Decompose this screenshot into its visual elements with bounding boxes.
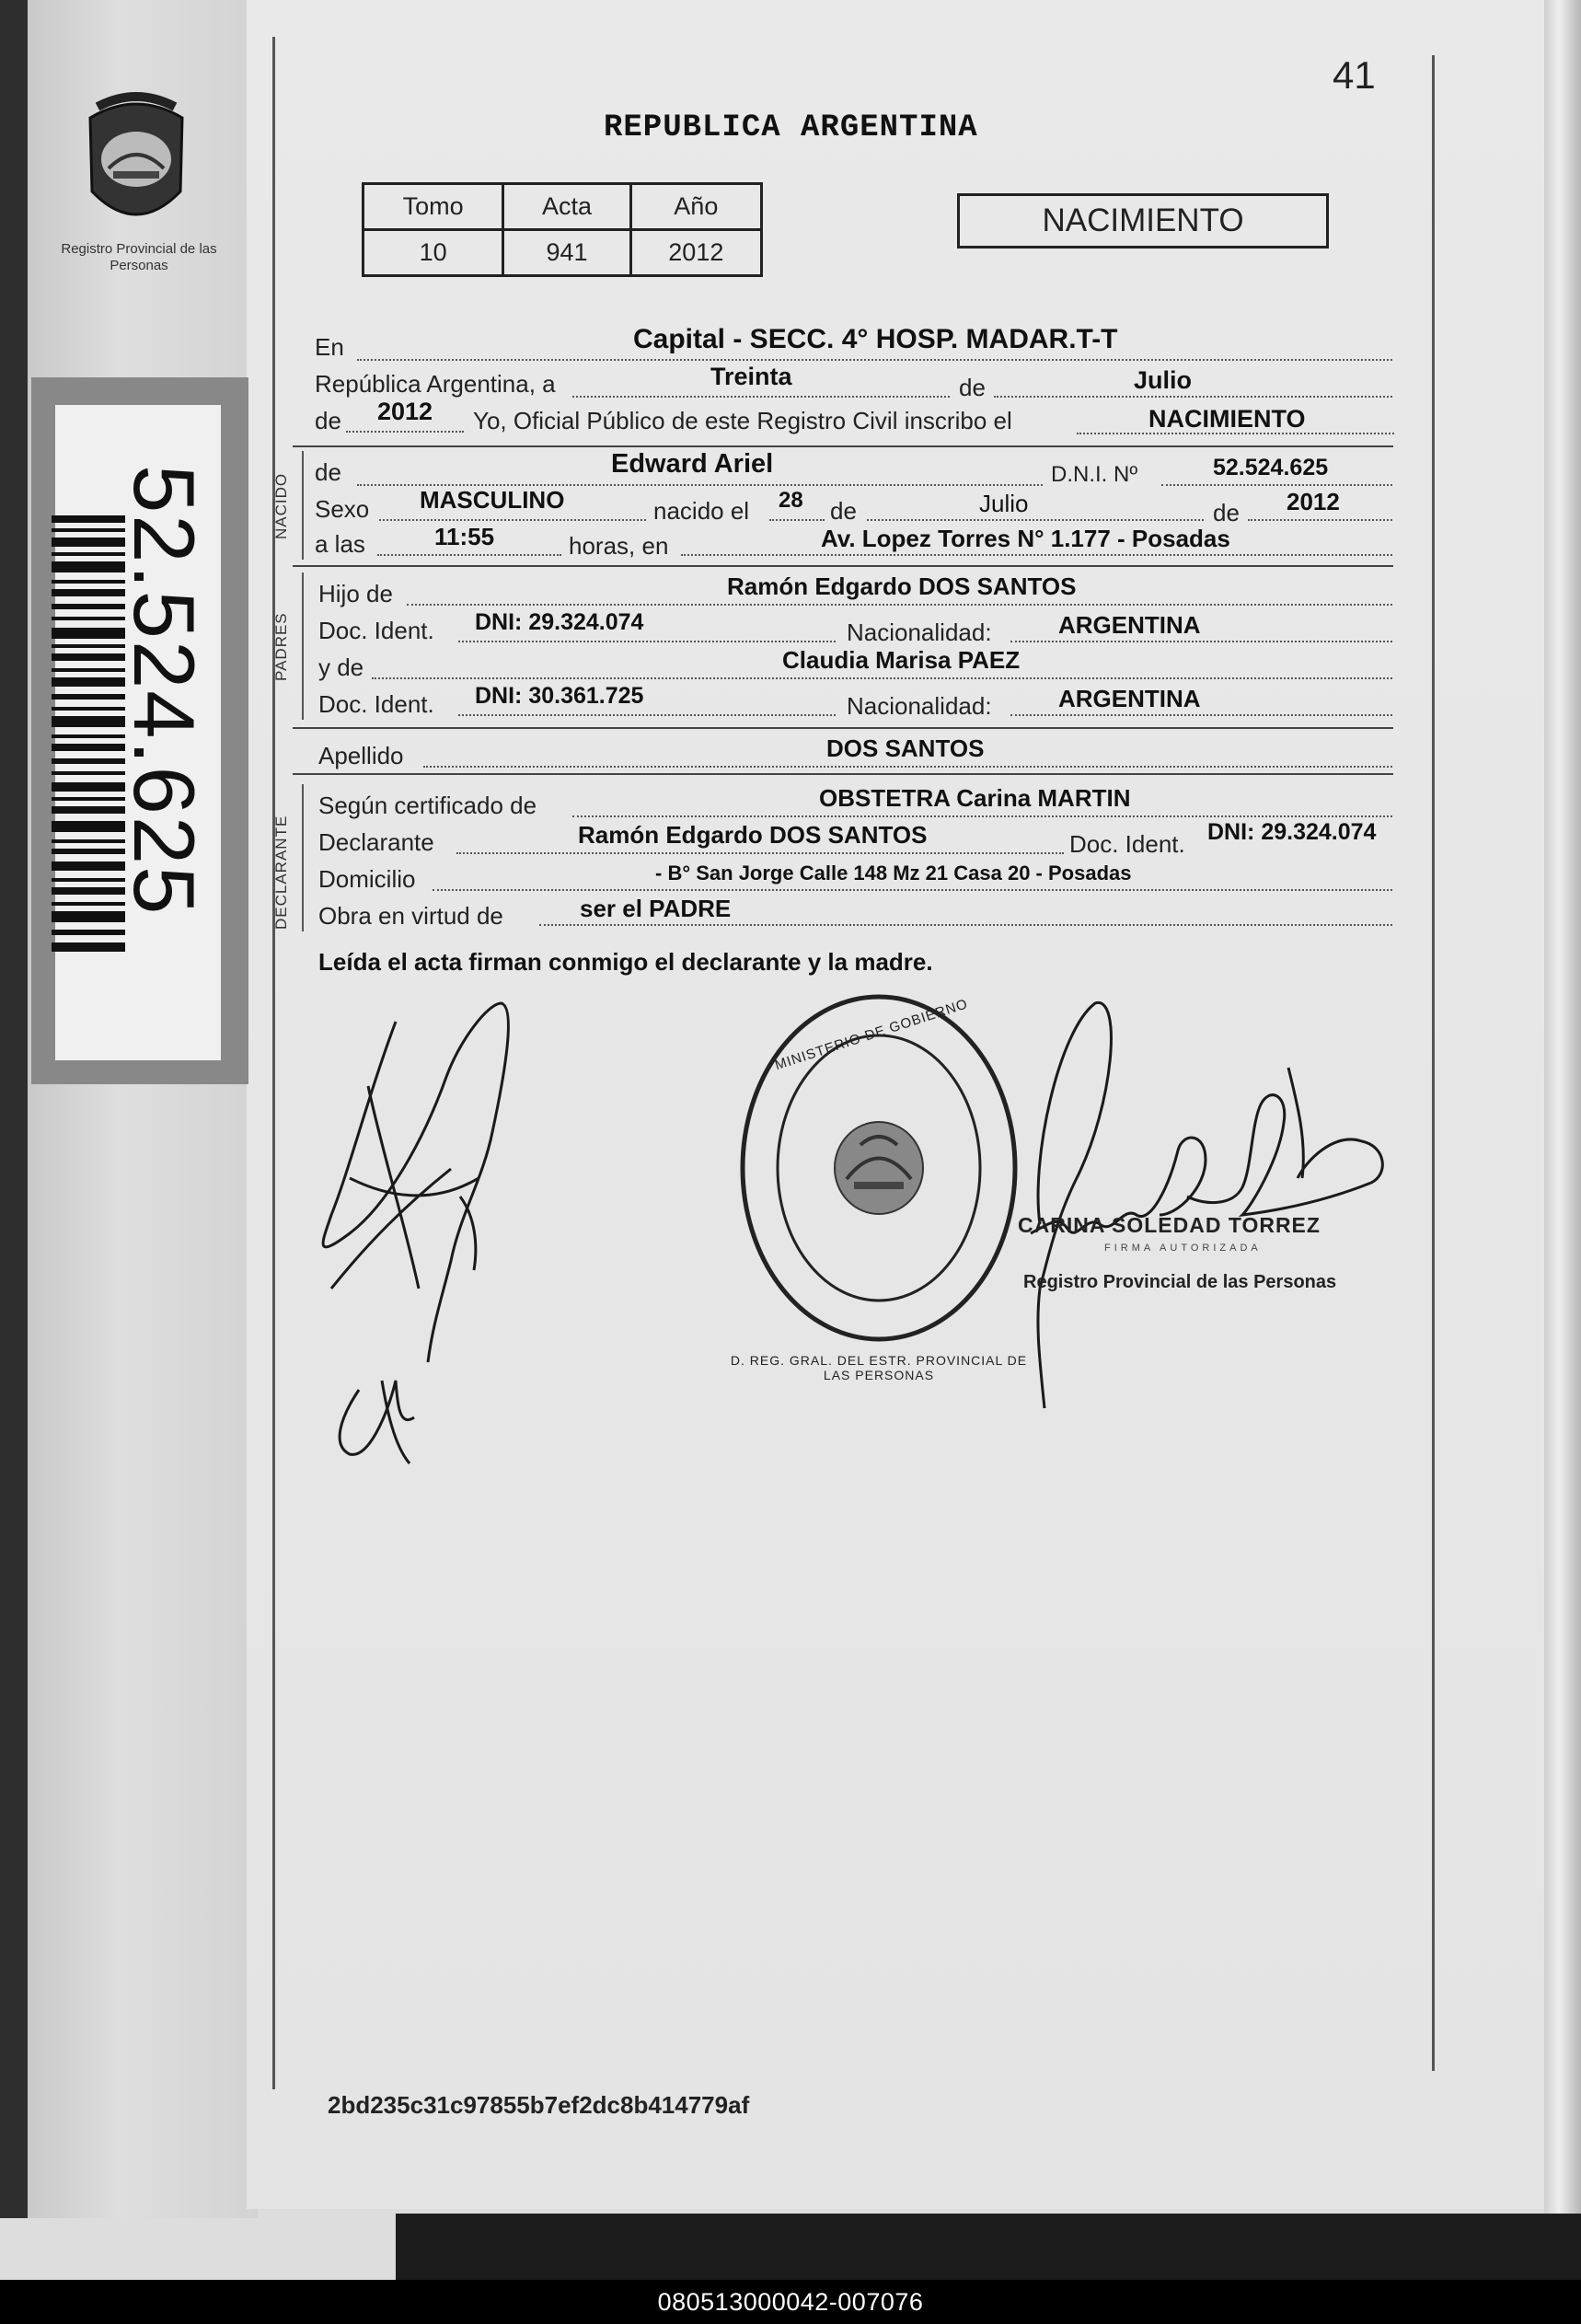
label-doc-ident-madre: Doc. Ident. [318,690,434,718]
dotted-line [372,677,1392,679]
barcode-number: 52.524.625 [116,465,213,917]
label-yo-oficial: Yo, Oficial Público de este Registro Civil inscribo el [473,407,1012,434]
dotted-line [539,924,1392,926]
provincial-seal-logo [72,90,201,237]
value-lugar-nac: Av. Lopez Torres N° 1.177 - Posadas [821,525,1230,552]
dotted-line [572,815,1392,817]
value-declarante-doc: DNI: 29.324.074 [1207,819,1377,845]
dotted-line [1010,641,1392,642]
official-stamp [736,990,1021,1346]
value-domicilio: - B° San Jorge Calle 148 Mz 21 Casa 20 - Posadas [655,861,1132,885]
label-dni: D.N.I. Nº [1051,462,1138,487]
section-divider [293,727,1393,729]
official-role: FIRMA AUTORIZADA [1104,1243,1262,1254]
section-bracket [302,451,304,560]
label-en: En [315,333,344,361]
registry-table [362,182,763,277]
page-edge [1544,0,1581,2227]
page-number: 41 [1333,53,1376,97]
value-anio: 2012 [630,230,761,276]
label-obra: Obra en virtud de [318,902,503,930]
stamp-text: D. REG. GRAL. DEL ESTR. PROVINCIAL DE LAS PERSONAS [730,1353,1028,1382]
logo-caption: Registro Provincial de las Personas [61,241,217,273]
declarant-signature [294,985,534,1537]
section-label-padres: PADRES [272,612,290,681]
dotted-line [1248,519,1392,521]
header-acta: Acta [503,184,630,230]
label-horas-en: horas, en [569,532,669,560]
frame-right-line [1432,55,1435,2071]
stamp-inner-text: MINISTERIO DE GOBIERNO [773,996,971,1074]
section-label-nacido: NACIDO [272,472,290,539]
dotted-line [994,396,1392,398]
label-de: de [959,374,986,401]
dotted-line [1010,714,1392,716]
dotted-line [681,554,1392,556]
value-anio-inscripcion: 2012 [377,398,433,425]
label-nacionalidad-padre: Nacionalidad: [847,619,992,646]
value-dia-texto: Treinta [710,363,792,390]
value-padre-doc: DNI: 29.324.074 [475,609,644,635]
section-divider [293,773,1393,775]
label-segun: Según certificado de [318,792,537,819]
label-republica: República Argentina, a [315,370,556,398]
label-de-anio: de [315,407,341,434]
dotted-line [377,554,561,556]
dotted-line [458,641,836,642]
section-divider [293,445,1393,447]
label-apellido: Apellido [318,742,404,769]
document-title: REPUBLICA ARGENTINA [604,110,978,145]
official-org: Registro Provincial de las Personas [1023,1272,1337,1292]
binding-edge [0,0,28,2218]
dotted-line [357,359,1392,361]
value-padre: Ramón Edgardo DOS SANTOS [727,572,1077,600]
value-madre-doc: DNI: 30.361.725 [475,683,644,709]
value-nombre: Edward Ariel [611,449,774,479]
label-domicilio: Domicilio [318,865,416,893]
value-declarante: Ramón Edgardo DOS SANTOS [578,821,928,849]
label-de-nombre: de [315,458,341,486]
dotted-line [572,396,950,398]
value-mes-nac: Julio [979,490,1029,517]
label-y-de: y de [318,653,364,681]
value-madre-nac: ARGENTINA [1058,685,1201,712]
closing-statement: Leída el acta firman conmigo el declarante y la madre. [318,948,933,976]
value-sexo: MASCULINO [420,486,565,514]
dotted-line [379,519,646,521]
label-de-mes: de [830,497,857,525]
label-declarante: Declarante [318,828,434,856]
value-mes-texto: Julio [1134,366,1193,394]
value-dia-nac: 28 [779,488,803,513]
value-padre-nac: ARGENTINA [1058,611,1201,639]
scan-id-bar: 080513000042-007076 [0,2280,1581,2324]
dotted-line [407,604,1392,606]
dotted-line [1161,484,1392,486]
value-obra: ser el PADRE [580,895,732,922]
shadow-strip [396,2214,1581,2280]
value-tomo: 10 [364,230,503,276]
act-type-box: NACIMIENTO [957,193,1329,249]
label-doc-ident-padre: Doc. Ident. [318,617,434,644]
dotted-line [769,519,825,521]
label-hijo-de: Hijo de [318,580,393,607]
header-anio: Año [630,184,761,230]
value-anio-nac: 2012 [1287,488,1340,515]
document-hash: 2bd235c31c97855b7ef2dc8b414779af [328,2091,750,2119]
dotted-line [423,766,1392,768]
dotted-line [346,431,464,433]
value-acta: 941 [503,230,630,276]
official-signature [1021,994,1408,1417]
dotted-line [458,714,836,716]
header-tomo: Tomo [364,184,503,230]
value-certificado: OBSTETRA Carina MARTIN [819,784,1131,812]
dotted-line [456,852,1064,854]
value-tipo: NACIMIENTO [1148,405,1306,433]
label-de-anio-nac: de [1213,499,1240,526]
frame-left-line [272,37,275,2089]
label-doc-ident-declarante: Doc. Ident. [1069,830,1185,858]
dotted-line [867,519,1204,521]
section-bracket [302,784,304,931]
section-divider [293,565,1393,567]
left-margin-panel [28,0,258,2218]
value-hora: 11:55 [434,523,495,550]
value-apellido: DOS SANTOS [826,734,985,762]
value-madre: Claudia Marisa PAEZ [782,646,1021,674]
value-lugar: Capital - SECC. 4° HOSP. MADAR.T-T [633,324,1118,354]
dotted-line [433,889,1392,891]
label-a-las: a las [315,530,365,558]
section-bracket [302,572,304,720]
label-nacionalidad-madre: Nacionalidad: [847,692,992,720]
label-nacido-el: nacido el [653,497,750,525]
value-dni: 52.524.625 [1213,455,1329,480]
official-name: CARINA SOLEDAD TORREZ [1018,1213,1321,1237]
label-sexo: Sexo [315,495,370,523]
section-label-declarante: DECLARANTE [272,815,290,930]
